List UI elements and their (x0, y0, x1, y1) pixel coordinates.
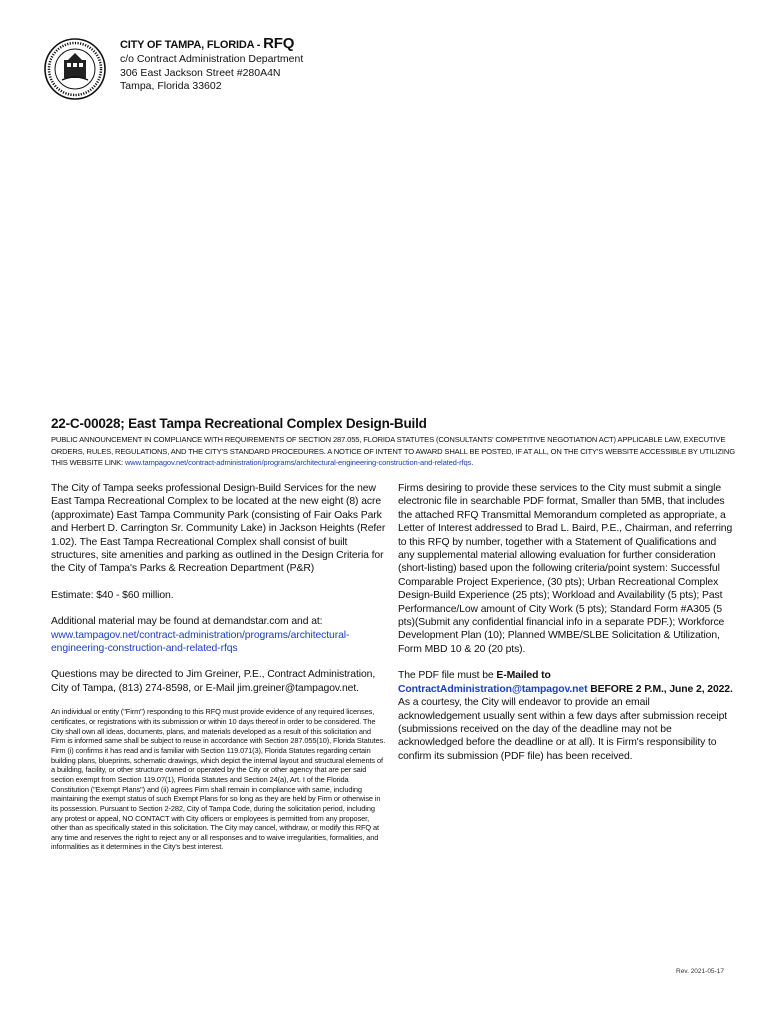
intro-paragraph: The City of Tampa seeks professional Design-Build Services for the new East Tampa Recreational Complex to be located at the new eight (8) acre (approximate) East Tampa Community Park (consisting of Fair Oaks Park and Herbert D. Carrington Sr. Community Lake) in Jackson Heights (Refer 1.02). The East Tampa Recreational Complex shall consist of built structures, site amenities and parking as outlined in the Design Criteria for the City of Tampa's Parks & Recreation Department (P&R) (51, 483, 386, 575)
submission-paragraph: Firms desiring to provide these services to the City must submit a single electronic file in searchable PDF format, Smaller than 5MB, that includes the attached RFQ Transmittal Memorandum completed as appropriate, a Letter of Interest addressed to Brad L. Baird, P.E., Chairman, and referring to this RFQ by number, together with a Statement of Qualifications and any supplemental material allowing evaluation for further consideration (short-listing) based upon the following criteria/point system: Successful Comparable Project Experience, (30 pts); Urban Recreational Complex Design-Build Experience (25 pts); Workload and Availability (5 pts); Past Performance/Low amount of City Work (5 pts); Standard Form #A305 (5 pts)(Submit any confidential financial info in a separate PDF.); Workforce Development Plan (10); Planned WMBE/SLBE Solicitation & Utilization, Form MBD 10 & 20 (20 pts). (398, 483, 733, 655)
revision-date: Rev. 2021-05-17 (676, 968, 724, 975)
fine-print: An individual or entity ("Firm") responding to this RFQ must provide evidence of any required licenses, certificates, or registrations with its submission or within 10 days thereof in order to be considered. The City shall own all ideas, documents, plans, and materials developed as a result of this solicitation and Firm is informed same shall be subject to reuse in accordance with Section 287.055(10), Florida Statutes. Firm (i) confirms it has read and is familiar with Section 119.071(3), Florida Statutes regarding certain building plans, blueprints, schematic drawings, which depict the internal layout and structural elements of a building, facility, or other structure owned or operated by the City or other agency that are per said section exempt from Section 119.07(1), Florida Statutes and Section 24(a), Art. I of the Florida Constitution ("Exempt Plans") and (ii) agrees Firm shall remain in compliance with same, including maintaining the exempt status of such Exempt Plans for so long as they are held by Firm or otherwise in its possession. Pursuant to Section 2-282, City of Tampa Code, during the solicitation period, including any protest or appeal, NO CONTACT with City officers or employees is permitted from any proposer, other than as specifically stated in this solicitation. The City may cancel, withdraw, or modify this RFQ at any time and reserves the right to reject any or all responses and to waive irregularities, formalities, and informalities as it determines in the City's best interest. (51, 707, 386, 852)
address-line-1: c/o Contract Administration Department (120, 53, 304, 65)
questions-paragraph: Questions may be directed to Jim Greiner, P.E., Contract Administration, City of Tampa, (813) 274-8598, or E-Mail jim.greiner@tampagov.net. (51, 669, 376, 694)
announcement-end: . (471, 458, 474, 467)
left-column (51, 482, 386, 852)
estimate-text: Estimate: $40 - $60 million. (51, 589, 174, 601)
city-heading (120, 36, 520, 53)
address-line-3: Tampa, Florida 33602 (120, 80, 222, 92)
additional-material (51, 615, 386, 655)
announcement-text: PUBLIC ANNOUNCEMENT IN COMPLIANCE WITH REQUIREMENTS OF SECTION 287.055, FLORIDA STATUTES (CONSULTANTS' COMPETITIVE NEGOTIATION ACT) APPLICABLE LAW, EXECUTIVE ORDERS, RULES, REGULATIONS, AND THE CITY'S STANDARD PROCEDURES. A NOTICE OF INTENT TO AWARD SHALL BE POSTED, IF AT ALL, ON THE CITY'S WEBSITE ACCESSIBLE BY UTILIZING THIS WEBSITE LINK: (51, 435, 735, 467)
courtesy-text: As a courtesy, the City will endeavor to provide an email acknowledgement usually sent within a few days after submission receipt (submissions received on the day of the deadline may not be acknowledged before the deadline or at all). It is Firm's responsibility to confirm its submission (PDF file) has been received. (398, 697, 728, 762)
address-line-2: 306 East Jackson Street #280A4N (120, 66, 281, 79)
header-block (120, 36, 520, 94)
city-seal-icon (44, 38, 106, 100)
email-paragraph (398, 669, 733, 763)
public-announcement (51, 434, 741, 469)
deadline-text: BEFORE 2 P.M., June 2, 2022. (587, 683, 733, 695)
rfq-title: 22-C-00028; East Tampa Recreational Complex Design-Build (51, 416, 427, 431)
announcement-link[interactable]: www.tampagov.net/contract-administration/programs/architectural-engineering-construction-and-related-rfqs (124, 458, 472, 467)
rfq-label: RFQ (263, 35, 295, 52)
email-bold: E-Mailed to (496, 670, 551, 682)
city-name: CITY OF TAMPA, FLORIDA - (120, 39, 261, 51)
email-address-link[interactable]: ContractAdministration@tampagov.net (398, 683, 588, 695)
additional-link[interactable]: www.tampagov.net/contract-administration/programs/architectural-engineering-construction-and-related-rfqs (51, 629, 350, 655)
email-pre: The PDF file must be (398, 670, 497, 682)
additional-text: Additional material may be found at demandstar.com and at: (51, 616, 323, 628)
right-column (398, 482, 733, 763)
